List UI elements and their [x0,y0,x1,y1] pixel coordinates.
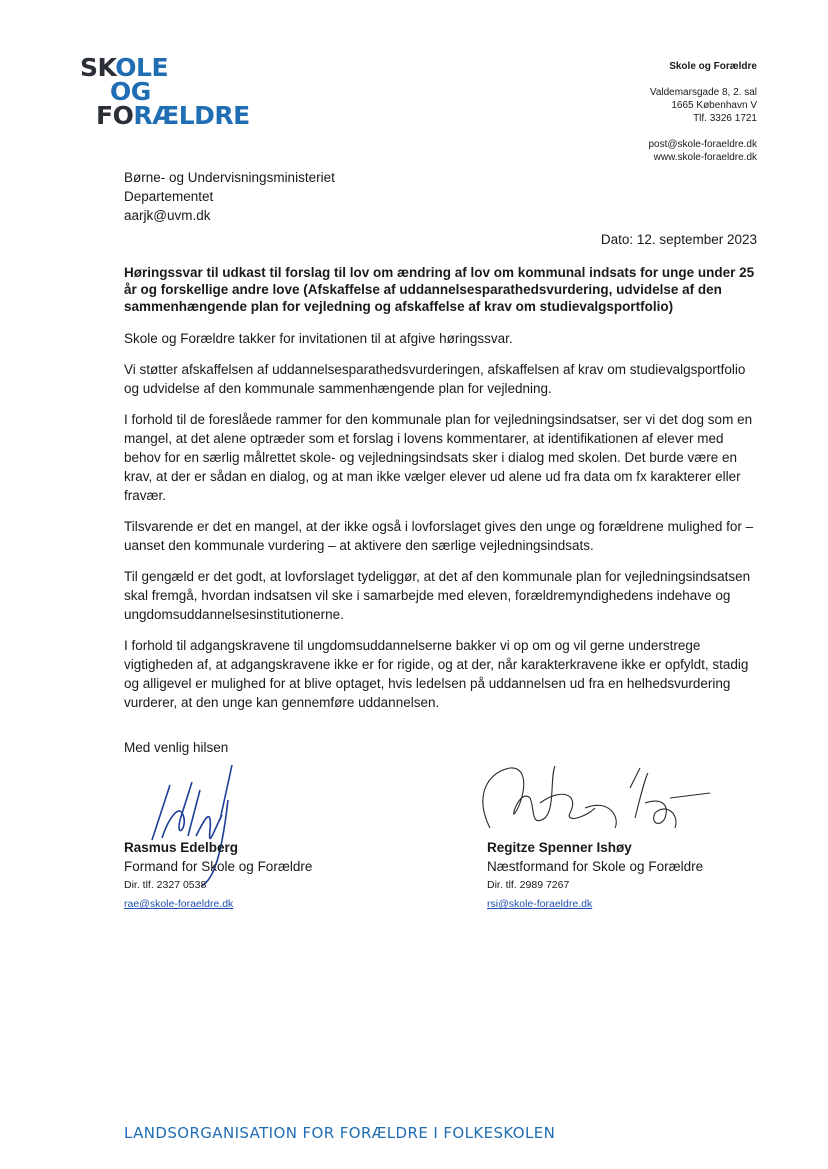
signatory-phone: Dir. tlf. 2327 0538 [124,879,207,891]
signatory-block [124,838,312,914]
recipient-line: Børne- og Undervisningsministeriet [124,170,335,185]
body-paragraph: Vi støtter afskaffelsen af uddannelsesparathedsvurderingen, afskaffelsen af krav om studievalgsportfolio og udvidelse af den kommunale sammenhængende plan for vejledning. [124,362,746,396]
signatory-phone: Dir. tlf. 2989 7267 [487,879,570,891]
subject-heading: Høringssvar til udkast til forslag til lov om ændring af lov om kommunal indsats for unge under 25 år og forskellige andre love (Afskaffelse af uddannelsesparathedsvurdering, udvidelse af den sammenhængende plan for vejledning og afskaffelse af krav om studievalgsportfolio) [124,265,755,314]
body-paragraph: I forhold til adgangskravene til ungdomsuddannelserne bakker vi op om og vil gerne understrege vigtigheden af, at adgangskravene ikke er for rigide, og at der, når karakterkravene ikke er opfyldt, stadig og alligevel er mulighed for at blive optaget, hvis ledelsen på uddannelsen ud fra en helhedsvurdering vurderer, at den unge kan gennemføre uddannelsen. [124,638,749,710]
organization-logo [80,53,250,130]
logo-text: FO [96,101,134,130]
body-paragraph: Skole og Forældre takker for invitationen til at afgive høringssvar. [124,331,513,346]
footer-tagline: LANDSORGANISATION FOR FORÆLDRE I FOLKESKOLEN [124,1124,556,1142]
sender-web: www.skole-foraeldre.dk [653,152,757,163]
sender-block [648,60,757,164]
logo-text: O [110,77,131,106]
signature-regitze [470,758,720,848]
signatory-email-link[interactable]: rae@skole-foraeldre.dk [124,898,234,910]
sender-phone: Tlf. 3326 1721 [693,113,757,124]
recipient-line: Departementet [124,189,214,204]
logo-text: G [130,77,151,106]
logo-text: O [115,53,137,82]
logo-text: LE [136,53,169,82]
recipient-block [124,168,335,225]
body-paragraph: I forhold til de foreslåede rammer for den kommunale plan for vejledningsindsatser, ser vi det dog som en mangel, at det alene optræder som et forslag i lovens kommentarer, at identifikationen af elever med behov for en særlig målrettet skole- og vejledningsindsats sker i dialog med skolen. Det burde være en krav, at der er sådan en dialog, og at man ikke vælger elever ud alene ud fra data om fx karakterer eller fravær. [124,412,753,503]
body-paragraph: Tilsvarende er det en mangel, at der ikke også i lovforslaget gives den unge og forældrene mulighed for – uanset den kommunale vurdering – at aktivere den særlige vejledningsindsats. [124,519,754,553]
closing-greeting: Med venlig hilsen [124,740,229,755]
signatory-block [487,838,703,914]
letter-date: Dato: 12. september 2023 [600,232,757,247]
sender-address-line: 1665 København V [671,100,757,111]
signatory-email-link[interactable]: rsi@skole-foraeldre.dk [487,898,593,910]
letter-body [124,264,760,724]
sender-name: Skole og Forældre [669,61,757,72]
signatory-name: Regitze Spenner Ishøy [487,840,632,855]
sender-address-line: Valdemarsgade 8, 2. sal [649,87,757,98]
logo-text: SK [80,53,116,82]
signatory-role: Formand for Skole og Forældre [124,859,313,874]
sender-email: post@skole-foraeldre.dk [648,139,757,150]
logo-text: RÆLDRE [133,101,250,130]
signatory-name: Rasmus Edelberg [124,840,239,855]
signatory-role: Næstformand for Skole og Forældre [487,859,704,874]
recipient-email: aarjk@uvm.dk [124,208,211,223]
body-paragraph: Til gengæld er det godt, at lovforslaget tydeliggør, at det af den kommunale plan for vejledningsindsatsen skal fremgå, hvordan indsatsen vil ske i samarbejde med eleven, forældremyndighedens indehave og ungdomsuddannelsesinstitutionerne. [124,569,751,622]
